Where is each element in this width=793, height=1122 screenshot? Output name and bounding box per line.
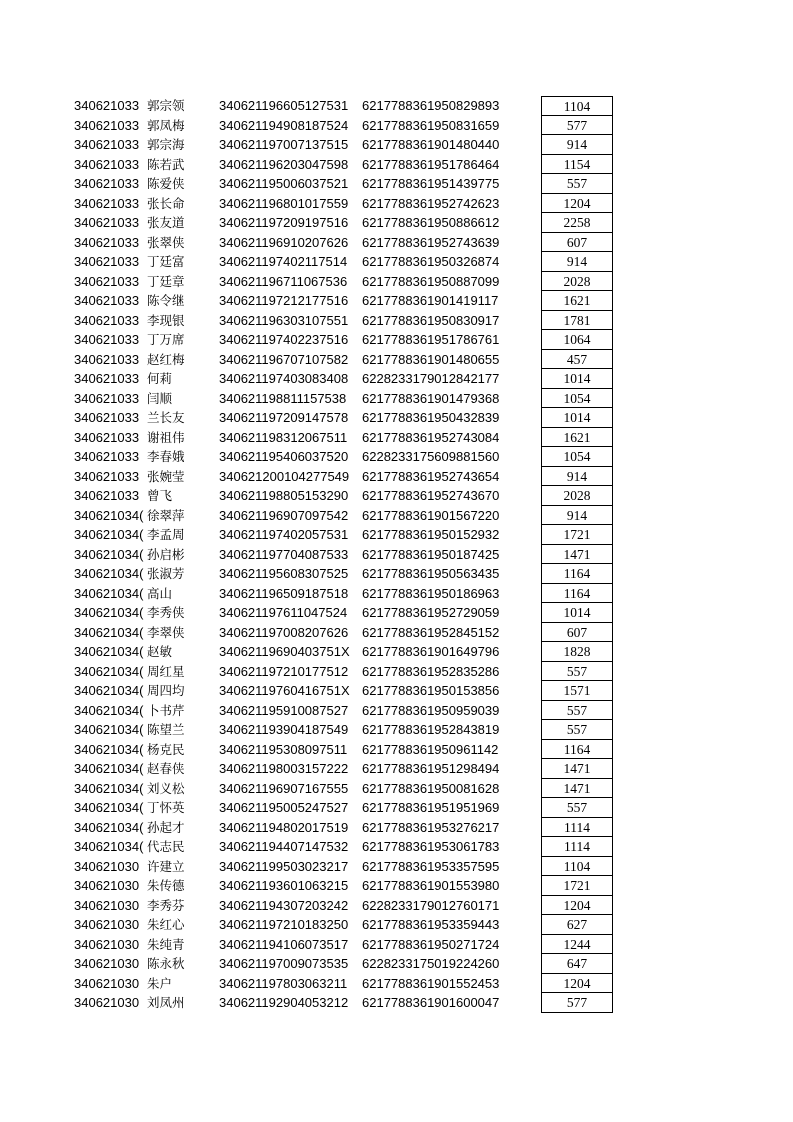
table-row	[0, 818, 793, 838]
id-number-cell: 340621195308097511	[219, 741, 348, 757]
id-number-cell: 340621194106073517	[219, 936, 349, 952]
name-cell: 周四均	[147, 683, 185, 698]
name-cell: 李秀侠	[147, 605, 185, 620]
table-row	[0, 545, 793, 565]
id-number-cell: 340621194307203242	[219, 897, 349, 913]
name-cell: 郭宗领	[147, 98, 185, 113]
name-cell: 兰长友	[147, 410, 185, 425]
id-number-cell: 340621197402057531	[219, 527, 349, 542]
code-cell: 340621034(	[74, 819, 144, 835]
code-cell: 340621034(	[74, 546, 144, 562]
card-number-cell: 6217788361952742623	[362, 195, 500, 211]
name-cell: 曾飞	[147, 488, 173, 503]
card-number-cell: 6217788361901419117	[362, 293, 499, 308]
card-number-cell: 6217788361901567220	[362, 507, 500, 523]
card-number-cell: 6217788361950830917	[362, 312, 500, 328]
table-row	[0, 213, 793, 233]
card-number-cell: 6217788361950887099	[362, 273, 500, 289]
amount-cell: 1204	[541, 194, 613, 214]
table-row	[0, 135, 793, 155]
name-cell: 李翠侠	[147, 624, 185, 640]
card-number-cell: 6217788361950831659	[362, 117, 500, 133]
table-row	[0, 350, 793, 370]
code-cell: 340621034(	[74, 585, 144, 601]
amount-cell: 1154	[541, 155, 613, 175]
id-number-cell: 340621197402237516	[219, 332, 349, 347]
code-cell: 340621033	[74, 390, 140, 406]
card-number-cell: 6217788361901553980	[362, 878, 500, 893]
id-number-cell: 340621196907167555	[219, 780, 349, 796]
id-number-cell: 340621197403083408	[219, 371, 349, 386]
table-row	[0, 174, 793, 194]
card-number-cell: 6217788361952845152	[362, 624, 500, 640]
id-number-cell: 340621195005247527	[219, 800, 349, 815]
code-cell: 340621034(	[74, 683, 144, 698]
table-row	[0, 96, 793, 116]
table-row	[0, 428, 793, 448]
code-cell: 340621034(	[74, 566, 144, 581]
name-cell: 刘义松	[147, 780, 185, 796]
amount-cell: 647	[541, 954, 613, 974]
amount-cell: 1721	[541, 525, 613, 545]
table-row	[0, 876, 793, 896]
amount-cell: 914	[541, 506, 613, 526]
name-cell: 丁廷章	[147, 273, 185, 289]
id-number-cell: 34062119760416751X	[219, 683, 350, 698]
name-cell: 陈望兰	[147, 722, 185, 737]
table-row	[0, 837, 793, 857]
id-number-cell: 340621193904187549	[219, 722, 349, 737]
table-row	[0, 233, 793, 253]
table-row	[0, 915, 793, 935]
code-cell: 340621034(	[74, 527, 144, 542]
amount-cell: 557	[541, 662, 613, 682]
id-number-cell: 340621196509187518	[219, 585, 349, 601]
id-number-cell: 340621196303107551	[219, 312, 349, 328]
code-cell: 340621033	[74, 429, 140, 445]
table-row	[0, 272, 793, 292]
amount-cell: 1471	[541, 779, 613, 799]
card-number-cell: 6217788361901649796	[362, 644, 500, 659]
card-number-cell: 6217788361950153856	[362, 683, 500, 698]
table-row	[0, 974, 793, 994]
name-cell: 丁廷富	[147, 254, 185, 269]
name-cell: 丁怀英	[147, 800, 185, 815]
id-number-cell: 340621197007137515	[219, 137, 349, 152]
code-cell: 340621033	[74, 273, 140, 289]
code-cell: 340621033	[74, 351, 140, 367]
code-cell: 340621034(	[74, 839, 144, 854]
id-number-cell: 340621197402117514	[219, 254, 348, 269]
name-cell: 徐翠萍	[147, 507, 185, 523]
card-number-cell: 6217788361952729059	[362, 605, 500, 620]
id-number-cell: 340621196605127531	[219, 98, 349, 113]
amount-cell: 914	[541, 252, 613, 272]
card-number-cell: 6217788361951951969	[362, 800, 500, 815]
code-cell: 340621033	[74, 98, 140, 113]
name-cell: 刘凤州	[147, 995, 185, 1010]
id-number-cell: 340621197611047524	[219, 605, 348, 620]
table-row	[0, 447, 793, 467]
name-cell: 孙起才	[147, 819, 185, 835]
card-number-cell: 6217788361901479368	[362, 390, 500, 406]
amount-cell: 557	[541, 701, 613, 721]
card-number-cell: 6217788361950081628	[362, 780, 500, 796]
code-cell: 340621034(	[74, 507, 144, 523]
name-cell: 李孟周	[147, 527, 185, 542]
id-number-cell: 340621194802017519	[219, 819, 349, 835]
card-number-cell: 6217788361952743084	[362, 429, 500, 445]
table-row	[0, 662, 793, 682]
table-row	[0, 779, 793, 799]
card-number-cell: 6217788361951786761	[362, 332, 500, 347]
table-row	[0, 155, 793, 175]
table-row	[0, 993, 793, 1013]
name-cell: 杨克民	[147, 741, 185, 757]
card-number-cell: 6217788361952743670	[362, 488, 500, 503]
name-cell: 朱户	[147, 975, 173, 991]
id-number-cell: 340621197009073535	[219, 956, 349, 971]
id-number-cell: 340621199503023217	[219, 858, 349, 874]
id-number-cell: 340621196711067536	[219, 273, 348, 289]
table-row	[0, 740, 793, 760]
id-number-cell: 340621196910207626	[219, 234, 349, 250]
id-number-cell: 340621198811157538	[219, 390, 347, 406]
id-number-cell: 340621196203047598	[219, 156, 349, 172]
amount-cell: 1014	[541, 603, 613, 623]
code-cell: 340621033	[74, 195, 140, 211]
amount-cell: 2028	[541, 272, 613, 292]
amount-cell: 1054	[541, 389, 613, 409]
id-number-cell: 34062119690403751X	[219, 644, 350, 659]
amount-cell: 577	[541, 116, 613, 136]
name-cell: 周红星	[147, 663, 185, 679]
amount-cell: 1014	[541, 408, 613, 428]
name-cell: 郭宗海	[147, 137, 185, 152]
table-row	[0, 330, 793, 350]
table-row	[0, 642, 793, 662]
table-row	[0, 759, 793, 779]
table-row	[0, 584, 793, 604]
id-number-cell: 340621197008207626	[219, 624, 349, 640]
name-cell: 李现银	[147, 312, 185, 328]
amount-cell: 2258	[541, 213, 613, 233]
table-row	[0, 681, 793, 701]
amount-cell: 1471	[541, 759, 613, 779]
card-number-cell: 6217788361951439775	[362, 176, 500, 191]
name-cell: 陈若武	[147, 156, 185, 172]
name-cell: 何莉	[147, 371, 173, 386]
id-number-cell: 340621196707107582	[219, 351, 349, 367]
name-cell: 卜书芹	[147, 702, 185, 718]
code-cell: 340621034(	[74, 800, 144, 815]
amount-cell: 557	[541, 174, 613, 194]
code-cell: 340621033	[74, 488, 140, 503]
card-number-cell: 6217788361950186963	[362, 585, 500, 601]
id-number-cell: 340621192904053212	[219, 995, 349, 1010]
card-number-cell: 6217788361951786464	[362, 156, 500, 172]
code-cell: 340621034(	[74, 761, 144, 776]
id-number-cell: 340621196907097542	[219, 507, 349, 523]
amount-cell: 577	[541, 993, 613, 1013]
amount-cell: 1114	[541, 837, 613, 857]
name-cell: 张婉莹	[147, 468, 185, 484]
spreadsheet-table	[0, 96, 793, 1013]
table-row	[0, 603, 793, 623]
id-number-cell: 340621193601063215	[219, 878, 349, 893]
card-number-cell: 6217788361952843819	[362, 722, 500, 737]
name-cell: 张友道	[147, 215, 185, 230]
name-cell: 陈令继	[147, 293, 185, 308]
table-row	[0, 525, 793, 545]
amount-cell: 914	[541, 135, 613, 155]
name-cell: 李春娥	[147, 449, 185, 464]
id-number-cell: 340621200104277549	[219, 468, 350, 484]
code-cell: 340621033	[74, 137, 140, 152]
id-number-cell: 340621195608307525	[219, 566, 349, 581]
name-cell: 赵敏	[147, 644, 173, 659]
amount-cell: 557	[541, 720, 613, 740]
card-number-cell: 6217788361950886612	[362, 215, 500, 230]
card-number-cell: 6217788361950152932	[362, 527, 500, 542]
code-cell: 340621034(	[74, 722, 144, 737]
name-cell: 赵红梅	[147, 351, 185, 367]
name-cell: 高山	[147, 585, 173, 601]
code-cell: 340621033	[74, 410, 140, 425]
amount-cell: 1064	[541, 330, 613, 350]
code-cell: 340621033	[74, 312, 140, 328]
name-cell: 张翠侠	[147, 234, 185, 250]
card-number-cell: 6217788361901480655	[362, 351, 500, 367]
name-cell: 赵春侠	[147, 761, 185, 776]
amount-cell: 1621	[541, 291, 613, 311]
name-cell: 陈爱侠	[147, 176, 185, 191]
id-number-cell: 340621196801017559	[219, 195, 349, 211]
table-row	[0, 116, 793, 136]
code-cell: 340621033	[74, 449, 140, 464]
table-row	[0, 194, 793, 214]
code-cell: 340621033	[74, 215, 140, 230]
amount-cell: 1244	[541, 935, 613, 955]
name-cell: 朱传德	[147, 878, 185, 893]
amount-cell: 2028	[541, 486, 613, 506]
name-cell: 代志民	[147, 839, 185, 854]
amount-cell: 1164	[541, 740, 613, 760]
table-row	[0, 798, 793, 818]
card-number-cell: 6217788361950961142	[362, 741, 499, 757]
card-number-cell: 6217788361901480440	[362, 137, 500, 152]
amount-cell: 1054	[541, 447, 613, 467]
amount-cell: 1471	[541, 545, 613, 565]
name-cell: 丁万席	[147, 332, 185, 347]
code-cell: 340621034(	[74, 663, 144, 679]
amount-cell: 1204	[541, 974, 613, 994]
table-row	[0, 935, 793, 955]
id-number-cell: 340621197209147578	[219, 410, 349, 425]
name-cell: 谢祖伟	[147, 429, 185, 445]
amount-cell: 627	[541, 915, 613, 935]
card-number-cell: 6228233175609881560	[362, 449, 500, 464]
card-number-cell: 6217788361950271724	[362, 936, 500, 952]
card-number-cell: 6217788361951298494	[362, 761, 500, 776]
amount-cell: 607	[541, 233, 613, 253]
code-cell: 340621033	[74, 293, 140, 308]
id-number-cell: 340621197212177516	[219, 293, 349, 308]
id-number-cell: 340621197210177512	[219, 663, 349, 679]
code-cell: 340621030	[74, 917, 140, 932]
name-cell: 李秀芬	[147, 897, 185, 913]
card-number-cell: 6228233179012842177	[362, 371, 500, 386]
code-cell: 340621034(	[74, 644, 144, 659]
card-number-cell: 6217788361953359443	[362, 917, 500, 932]
amount-cell: 557	[541, 798, 613, 818]
card-number-cell: 6228233175019224260	[362, 956, 500, 971]
card-number-cell: 6217788361950959039	[362, 702, 500, 718]
table-row	[0, 506, 793, 526]
id-number-cell: 340621195006037521	[219, 176, 349, 191]
id-number-cell: 340621198805153290	[219, 488, 349, 503]
table-row	[0, 701, 793, 721]
code-cell: 340621033	[74, 468, 140, 484]
id-number-cell: 340621198003157222	[219, 761, 349, 776]
code-cell: 340621033	[74, 156, 140, 172]
id-number-cell: 340621194407147532	[219, 839, 349, 854]
table-row	[0, 408, 793, 428]
amount-cell: 1721	[541, 876, 613, 896]
code-cell: 340621033	[74, 234, 140, 250]
code-cell: 340621034(	[74, 780, 144, 796]
code-cell: 340621033	[74, 176, 140, 191]
name-cell: 郭凤梅	[147, 117, 185, 133]
code-cell: 340621034(	[74, 741, 144, 757]
card-number-cell: 6217788361952835286	[362, 663, 500, 679]
id-number-cell: 340621195406037520	[219, 449, 349, 464]
amount-cell: 1114	[541, 818, 613, 838]
code-cell: 340621033	[74, 254, 140, 269]
table-row	[0, 252, 793, 272]
amount-cell: 1828	[541, 642, 613, 662]
amount-cell: 1104	[541, 857, 613, 877]
card-number-cell: 6217788361901552453	[362, 975, 500, 991]
name-cell: 张长命	[147, 195, 185, 211]
table-row	[0, 369, 793, 389]
code-cell: 340621030	[74, 897, 140, 913]
card-number-cell: 6217788361901600047	[362, 995, 500, 1010]
card-number-cell: 6217788361950432839	[362, 410, 500, 425]
amount-cell: 1164	[541, 584, 613, 604]
card-number-cell: 6217788361953357595	[362, 858, 500, 874]
name-cell: 陈永秋	[147, 956, 185, 971]
code-cell: 340621030	[74, 936, 140, 952]
table-row	[0, 389, 793, 409]
card-number-cell: 6217788361952743654	[362, 468, 500, 484]
amount-cell: 1164	[541, 564, 613, 584]
name-cell: 许建立	[147, 858, 185, 874]
code-cell: 340621030	[74, 995, 140, 1010]
card-number-cell: 6228233179012760171	[362, 897, 500, 913]
amount-cell: 1571	[541, 681, 613, 701]
table-row	[0, 954, 793, 974]
id-number-cell: 340621194908187524	[219, 117, 349, 133]
card-number-cell: 6217788361953061783	[362, 839, 500, 854]
name-cell: 闫顺	[147, 390, 173, 406]
amount-cell: 1204	[541, 896, 613, 916]
id-number-cell: 340621197704087533	[219, 546, 349, 562]
table-row	[0, 623, 793, 643]
card-number-cell: 6217788361950563435	[362, 566, 500, 581]
table-row	[0, 291, 793, 311]
name-cell: 张淑芳	[147, 566, 185, 581]
code-cell: 340621034(	[74, 605, 144, 620]
card-number-cell: 6217788361952743639	[362, 234, 500, 250]
amount-cell: 1781	[541, 311, 613, 331]
amount-cell: 457	[541, 350, 613, 370]
id-number-cell: 340621197210183250	[219, 917, 349, 932]
code-cell: 340621030	[74, 858, 140, 874]
code-cell: 340621030	[74, 878, 140, 893]
amount-cell: 607	[541, 623, 613, 643]
code-cell: 340621033	[74, 332, 140, 347]
table-row	[0, 564, 793, 584]
table-row	[0, 896, 793, 916]
amount-cell: 1621	[541, 428, 613, 448]
card-number-cell: 6217788361950187425	[362, 546, 500, 562]
card-number-cell: 6217788361950326874	[362, 254, 500, 269]
name-cell: 朱红心	[147, 917, 185, 932]
code-cell: 340621034(	[74, 702, 144, 718]
id-number-cell: 340621197803063211	[219, 975, 348, 991]
card-number-cell: 6217788361950829893	[362, 98, 500, 113]
code-cell: 340621030	[74, 956, 140, 971]
code-cell: 340621034(	[74, 624, 144, 640]
amount-cell: 1014	[541, 369, 613, 389]
code-cell: 340621033	[74, 117, 140, 133]
table-row	[0, 467, 793, 487]
id-number-cell: 340621197209197516	[219, 215, 349, 230]
amount-cell: 1104	[541, 96, 613, 116]
code-cell: 340621033	[74, 371, 140, 386]
id-number-cell: 340621198312067511	[219, 429, 348, 445]
table-row	[0, 720, 793, 740]
id-number-cell: 340621195910087527	[219, 702, 349, 718]
code-cell: 340621030	[74, 975, 140, 991]
amount-cell: 914	[541, 467, 613, 487]
table-row	[0, 486, 793, 506]
name-cell: 朱纯青	[147, 936, 185, 952]
name-cell: 孙启彬	[147, 546, 185, 562]
card-number-cell: 6217788361953276217	[362, 819, 500, 835]
table-row	[0, 857, 793, 877]
table-row	[0, 311, 793, 331]
